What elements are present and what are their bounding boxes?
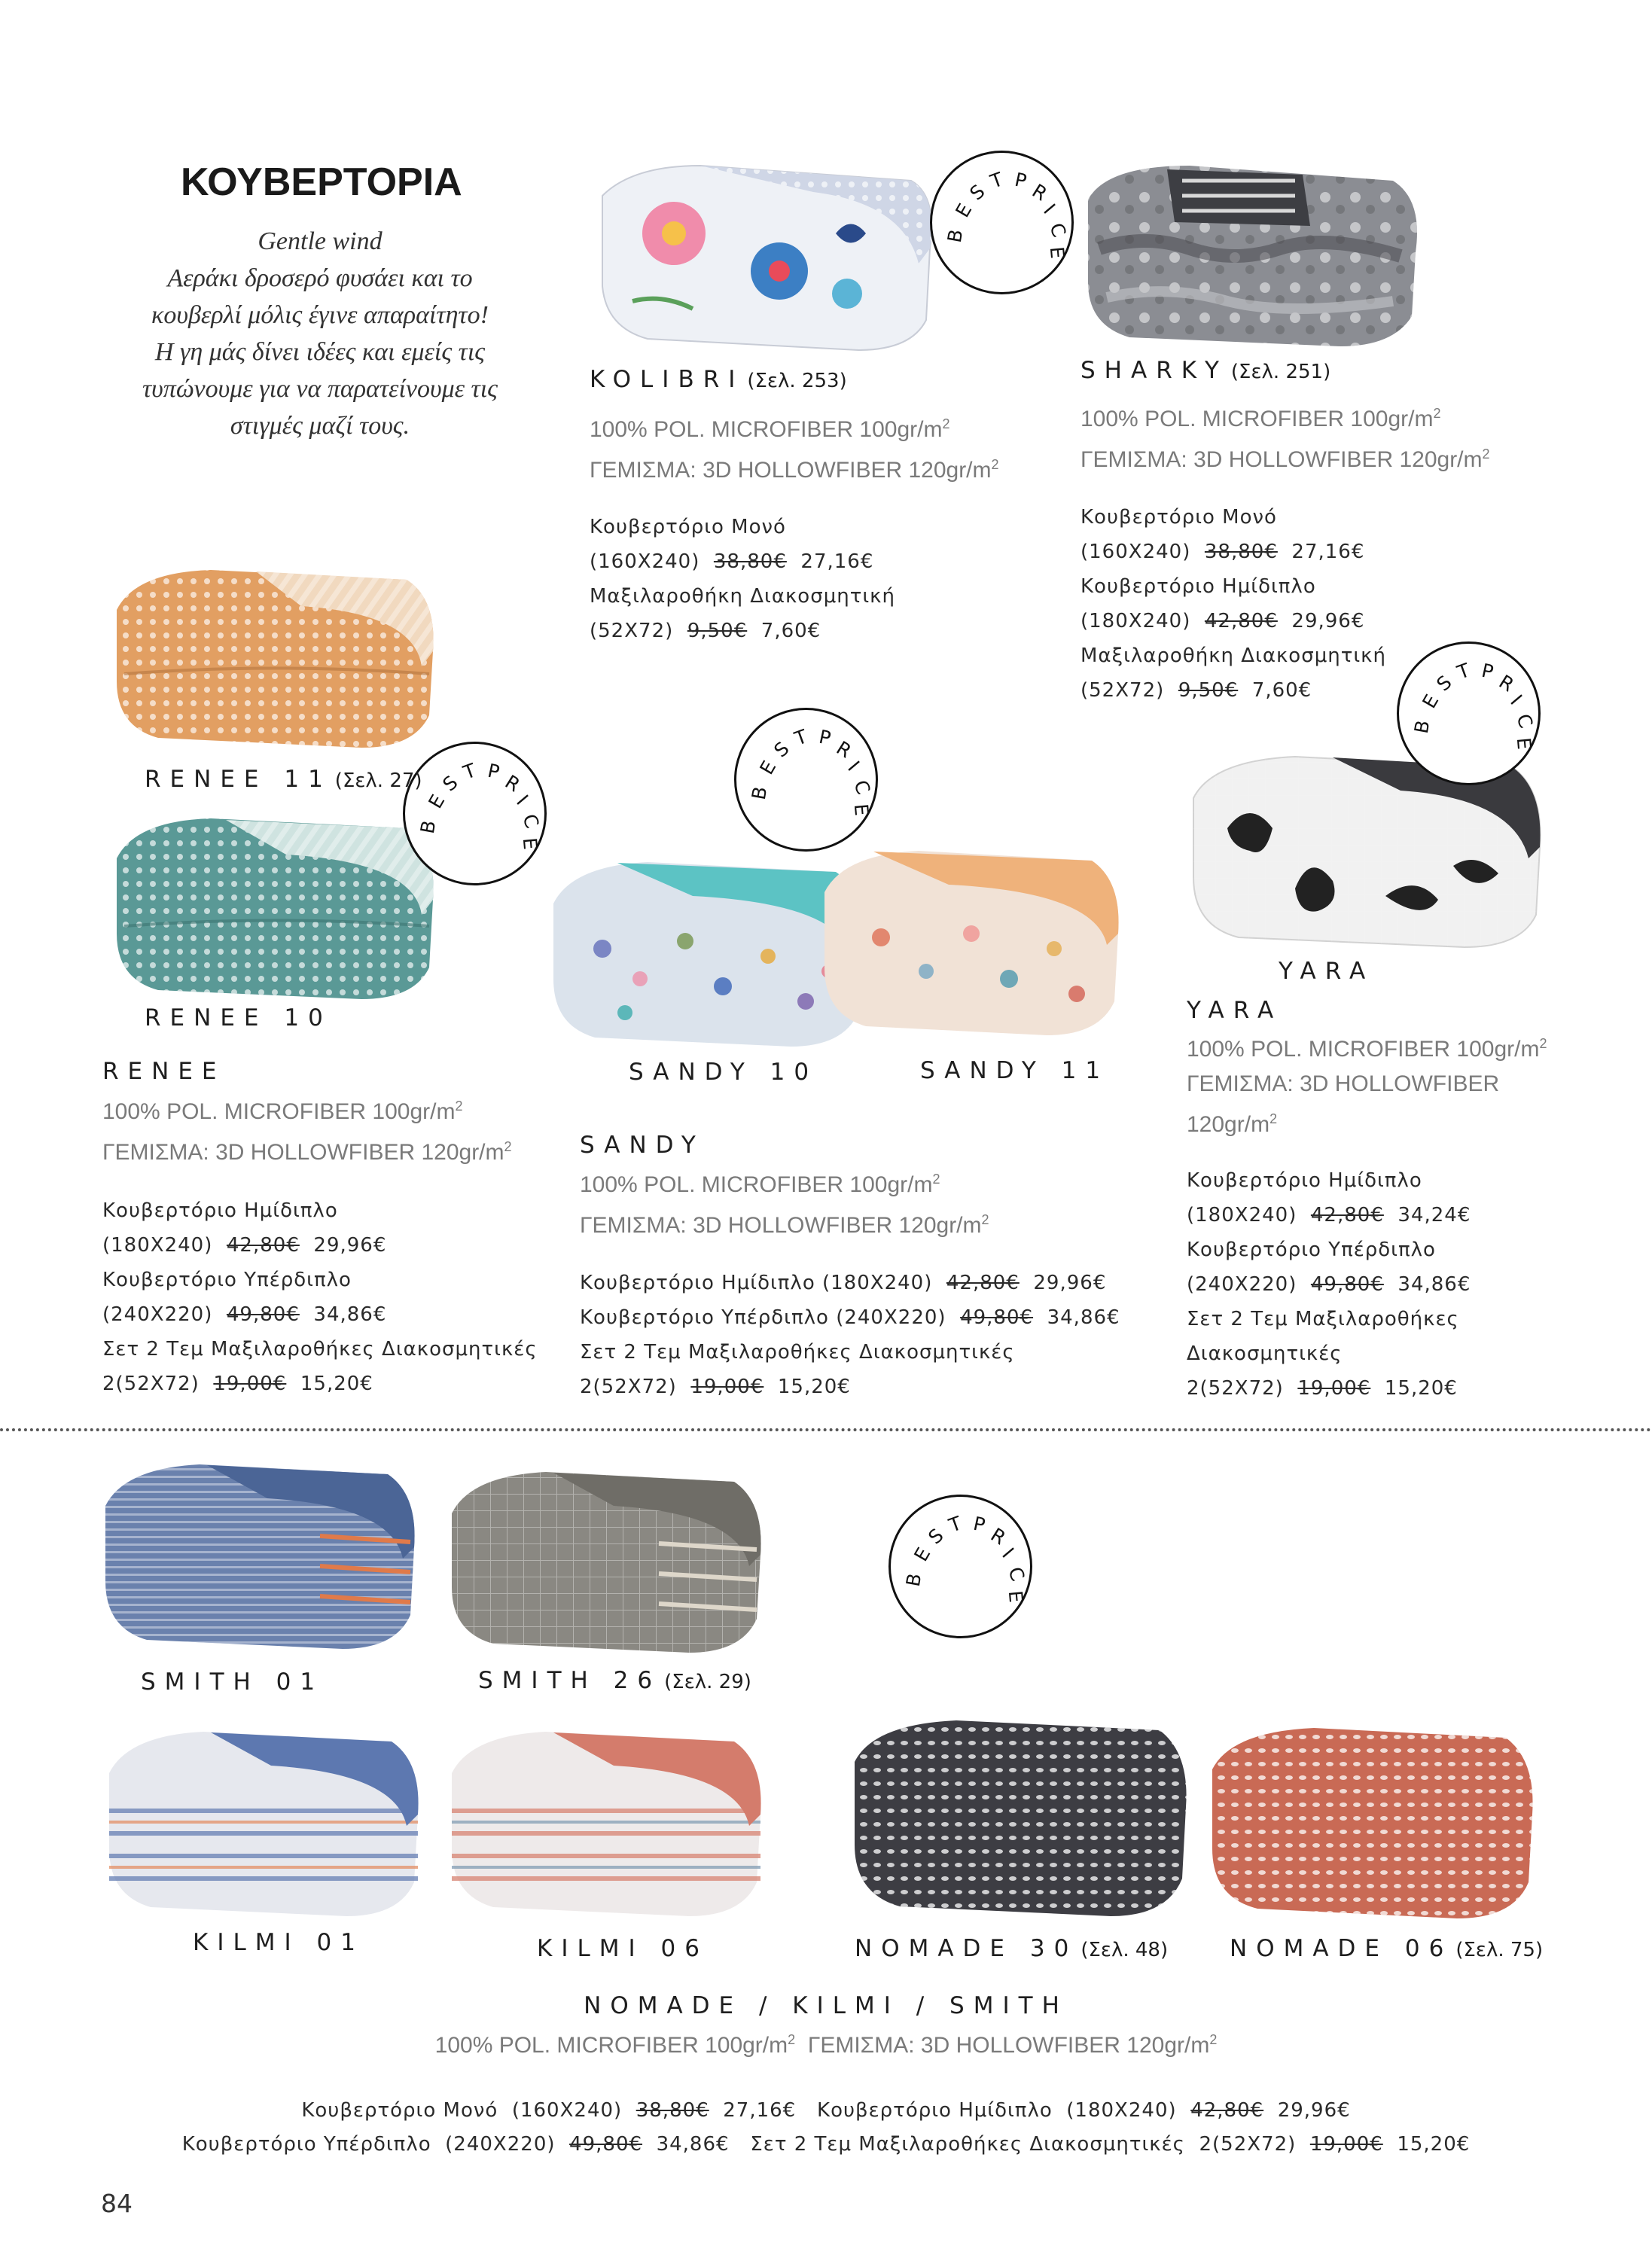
renee-name: RENEE [102, 1058, 226, 1085]
page-reference: (Σελ. 251) [1230, 361, 1331, 383]
best-price-badge [1397, 641, 1541, 785]
badge-letter: I [512, 791, 533, 809]
badge-letter: C [1045, 219, 1071, 241]
renee-prices: Κουβερτόριο Ημίδιπλο (180Χ240) 42,80€ 29,96€ Κουβερτόριο Υπέρδιπλο (240Χ220) 49,80€ 34,86€ Σετ 2 Τεμ Μαξιλαροθήκες Διακοσμητικές 2(52Χ72) 19,00€ 15,20€ [102, 1199, 538, 1395]
page-reference: (Σελ. 253) [747, 370, 847, 392]
intro-line: Gentle wind [258, 227, 383, 255]
kilmi-01-label: KILMI 01 [193, 1929, 364, 1956]
kilmi-01-blanket-image [98, 1720, 429, 1924]
yara-specs: 100% POL. MICROFIBER $100gr/m^2$ ΓΕΜΙΣΜΑ: 3D HOLLOWFIBER $120gr/m^2$ [1187, 1036, 1547, 1137]
sandy-name: SANDY [580, 1132, 705, 1159]
badge-letter: R [986, 1523, 1010, 1550]
badge-letter: P [817, 725, 833, 750]
nomade-30-blanket-image [843, 1709, 1197, 1924]
page-reference: (Σελ. 75) [1455, 1939, 1544, 1961]
smith-26-label: SMITH 26 (Σελ. 29) [478, 1667, 751, 1694]
sandy-11-blanket-image [813, 840, 1129, 1043]
badge-letter: E [1418, 690, 1443, 712]
badge-letter: E [910, 1543, 935, 1565]
group-prices-line-2: Κουβερτόριο Υπέρδιπλο (240Χ220) 49,80€ 34,86€ Σετ 2 Τεμ Μαξιλαροθήκες Διακοσμητικές 2(52Χ72) 19,00€ 15,20€ [181, 2133, 1471, 2156]
page-reference: (Σελ. 27) [334, 769, 422, 792]
badge-letter: B [416, 818, 440, 836]
badge-letter: C [1512, 710, 1538, 732]
badge-letter: S [965, 180, 989, 205]
renee-10-blanket-image [105, 809, 444, 1005]
page-reference: (Σελ. 29) [664, 1671, 751, 1693]
badge-letter: E [1045, 245, 1069, 260]
intro-line: τυπώνουμε για να παρατείνουμε τις [142, 375, 498, 403]
best-price-badge [888, 1495, 1032, 1638]
badge-letter: B [747, 785, 772, 802]
intro-line: Αεράκι δροσερό φυσάει και το [167, 264, 473, 292]
best-price-badge [930, 151, 1074, 294]
badge-letter: T [1454, 659, 1473, 684]
yara-prices: Κουβερτόριο Ημίδιπλο (180Χ240) 42,80€ 34,24€ Κουβερτόριο Υπέρδιπλο (240Χ220) 49,80€ 34,86€ Σετ 2 Τεμ Μαξιλαροθήκες Διακοσμητικές 2(52Χ72) 19,00€ 15,20€ [1187, 1169, 1471, 1400]
badge-letter: S [770, 737, 794, 762]
kolibri-name: KOLIBRI (Σελ. 253) [590, 366, 847, 393]
badge-letter: I [998, 1543, 1019, 1562]
badge-letter: E [755, 757, 781, 779]
sandy-11-label: SANDY 11 [920, 1057, 1110, 1084]
badge-letter: P [1480, 659, 1495, 684]
renee-11-label: RENEE 11 (Σελ. 27) [145, 766, 422, 793]
nomade-06-blanket-image [1201, 1717, 1544, 1924]
badge-letter: E [1004, 1589, 1028, 1604]
badge-letter: S [438, 771, 462, 796]
badge-letter: S [1432, 671, 1456, 696]
renee-10-label: RENEE 10 [145, 1004, 332, 1032]
badge-letter: I [1506, 690, 1527, 709]
badge-letter: R [832, 736, 855, 763]
badge-letter: P [486, 759, 501, 784]
intro-line: Η γη μάς δίνει ιδέες και εμείς τις [154, 338, 486, 366]
smith-26-blanket-image [440, 1461, 772, 1660]
kilmi-06-blanket-image [440, 1720, 772, 1924]
badge-letter: B [901, 1571, 926, 1589]
intro-line: κουβερλί μόλις έγινε απαραίτητο! [151, 301, 489, 329]
badge-letter: T [791, 725, 810, 750]
badge-letter: C [849, 776, 875, 798]
sharky-prices: Κουβερτόριο Μονό (160Χ240) 38,80€ 27,16€ Κουβερτόριο Ημίδιπλο (180Χ240) 42,80€ 29,96€ Μαξιλαροθήκη Διακοσμητική (52Χ72) 9,50€ 7,60€ [1081, 506, 1386, 702]
best-price-badge [734, 708, 878, 852]
renee-11-blanket-image [105, 561, 444, 753]
sharky-specs: 100% POL. MICROFIBER $100gr/m^2$ ΓΕΜΙΣΜΑ: 3D HOLLOWFIBER $120gr/m^2$ [1081, 406, 1490, 472]
badge-letter: E [518, 836, 542, 851]
sharky-blanket-image [1077, 158, 1431, 350]
badge-letter: I [1039, 200, 1060, 218]
badge-letter: E [1512, 736, 1536, 751]
badge-letter: E [951, 200, 977, 221]
badge-letter: T [987, 168, 1006, 193]
badge-letter: C [1004, 1563, 1029, 1585]
page-title: ΚΟΥΒΕΡΤΟΡΙΑ [181, 160, 462, 204]
badge-letter: C [518, 810, 544, 832]
kolibri-blanket-image [587, 151, 941, 358]
badge-letter: I [843, 757, 864, 776]
smith-01-label: SMITH 01 [141, 1668, 325, 1696]
best-price-badge [403, 742, 547, 885]
badge-letter: B [1410, 718, 1434, 736]
badge-letter: S [924, 1524, 948, 1549]
sandy-10-label: SANDY 10 [629, 1059, 818, 1086]
nomade-06-label: NOMADE 06 (Σελ. 75) [1230, 1935, 1544, 1962]
badge-letter: R [501, 770, 524, 797]
renee-specs: 100% POL. MICROFIBER $100gr/m^2$ ΓΕΜΙΣΜΑ: 3D HOLLOWFIBER $120gr/m^2$ [102, 1099, 512, 1165]
intro-line: στιγμές μαζί τους. [230, 412, 410, 440]
section-divider [0, 1428, 1652, 1431]
kilmi-06-label: KILMI 06 [537, 1935, 709, 1962]
badge-letter: P [1013, 168, 1029, 193]
intro-text [105, 223, 535, 444]
badge-letter: E [849, 803, 873, 817]
page-number: 84 [101, 2189, 133, 2218]
smith-01-blanket-image [94, 1453, 425, 1656]
badge-letter: T [946, 1512, 965, 1537]
badge-letter: P [971, 1512, 987, 1537]
nomade-30-label: NOMADE 30 (Σελ. 48) [855, 1935, 1169, 1962]
sandy-specs: 100% POL. MICROFIBER $100gr/m^2$ ΓΕΜΙΣΜΑ: 3D HOLLOWFIBER $120gr/m^2$ [580, 1172, 989, 1238]
badge-letter: E [424, 791, 450, 812]
group-name: NOMADE / KILMI / SMITH [584, 1992, 1068, 2019]
yara-label: YARA [1279, 958, 1375, 985]
badge-letter: R [1028, 179, 1051, 206]
sharky-name: SHARKY (Σελ. 251) [1081, 357, 1331, 384]
kolibri-specs: 100% POL. MICROFIBER $100gr/m^2$ ΓΕΜΙΣΜΑ: 3D HOLLOWFIBER $120gr/m^2$ [590, 416, 999, 483]
group-specs: 100% POL. MICROFIBER $100gr/m^2$ ΓΕΜΙΣΜΑ: 3D HOLLOWFIBER $120gr/m^2$ [434, 2032, 1218, 2058]
group-prices-line-1: Κουβερτόριο Μονό (160Χ240) 38,80€ 27,16€ Κουβερτόριο Ημίδιπλο (180Χ240) 42,80€ 29,96€ [301, 2099, 1351, 2122]
yara-name: YARA [1187, 997, 1283, 1024]
badge-letter: R [1495, 670, 1518, 696]
sandy-prices: Κουβερτόριο Ημίδιπλο (180Χ240) 42,80€ 29,96€ Κουβερτόριο Υπέρδιπλο (240Χ220) 49,80€ 34,86€ Σετ 2 Τεμ Μαξιλαροθήκες Διακοσμητικές 2(52Χ72) 19,00€ 15,20€ [580, 1272, 1120, 1398]
badge-letter: B [943, 227, 968, 245]
kolibri-prices: Κουβερτόριο Μονό (160Χ240) 38,80€ 27,16€ Μαξιλαροθήκη Διακοσμητική (52Χ72) 9,50€ 7,60€ [590, 516, 895, 642]
badge-letter: T [460, 759, 479, 784]
page-reference: (Σελ. 48) [1081, 1939, 1169, 1961]
